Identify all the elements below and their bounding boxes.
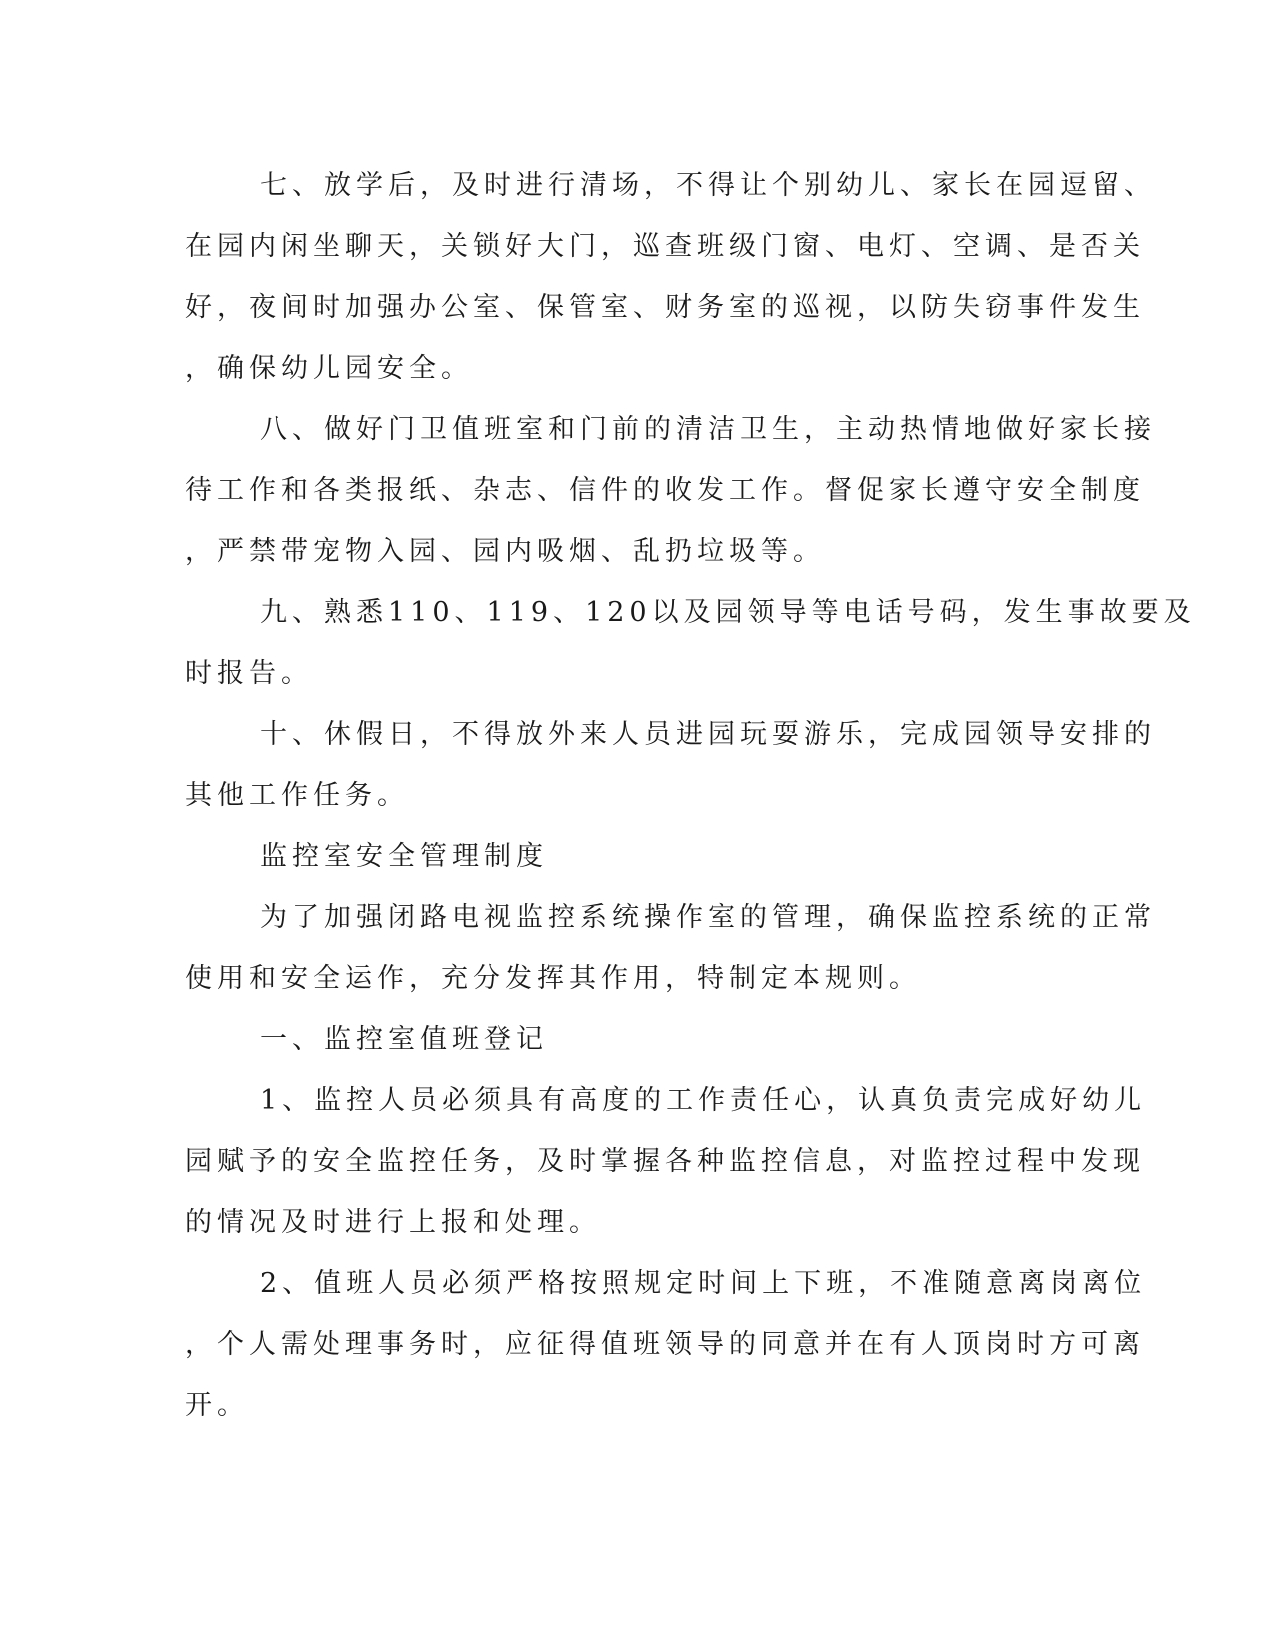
text-line: 的情况及时进行上报和处理。 (185, 1207, 601, 1238)
text-line: ，严禁带宠物入园、园内吸烟、乱扔垃圾等。 (185, 536, 825, 567)
subsection-heading: 一、监控室值班登记 (260, 1024, 548, 1055)
text-line: 开。 (185, 1390, 249, 1421)
section-heading: 监控室安全管理制度 (260, 841, 548, 872)
text-line: 园赋予的安全监控任务，及时掌握各种监控信息，对监控过程中发现 (185, 1146, 1145, 1177)
text-line: 其他工作任务。 (185, 780, 409, 811)
text-line: 八、做好门卫值班室和门前的清洁卫生，主动热情地做好家长接 (260, 414, 1156, 445)
text-line: 1、监控人员必须具有高度的工作责任心，认真负责完成好幼儿 (260, 1085, 1147, 1116)
text-line: 2、值班人员必须严格按照规定时间上下班，不准随意离岗离位 (260, 1268, 1147, 1299)
text-line: 十、休假日，不得放外来人员进园玩耍游乐，完成园领导安排的 (260, 719, 1156, 750)
text-line: 使用和安全运作，充分发挥其作用，特制定本规则。 (185, 963, 921, 994)
text-line: ，确保幼儿园安全。 (185, 353, 473, 384)
text-line: 时报告。 (185, 658, 313, 689)
text-line: 七、放学后，及时进行清场，不得让个别幼儿、家长在园逗留、 (260, 170, 1156, 201)
text-line: 好，夜间时加强办公室、保管室、财务室的巡视，以防失窃事件发生 (185, 292, 1145, 323)
text-line: 在园内闲坐聊天，关锁好大门，巡查班级门窗、电灯、空调、是否关 (185, 231, 1145, 262)
text-line: 待工作和各类报纸、杂志、信件的收发工作。督促家长遵守安全制度 (185, 475, 1145, 506)
text-line: 九、熟悉110、119、120以及园领导等电话号码，发生事故要及 (260, 597, 1196, 628)
document-body (185, 155, 1196, 1436)
text-line: 为了加强闭路电视监控系统操作室的管理，确保监控系统的正常 (260, 902, 1156, 933)
text-line: ，个人需处理事务时，应征得值班领导的同意并在有人顶岗时方可离 (185, 1329, 1145, 1360)
